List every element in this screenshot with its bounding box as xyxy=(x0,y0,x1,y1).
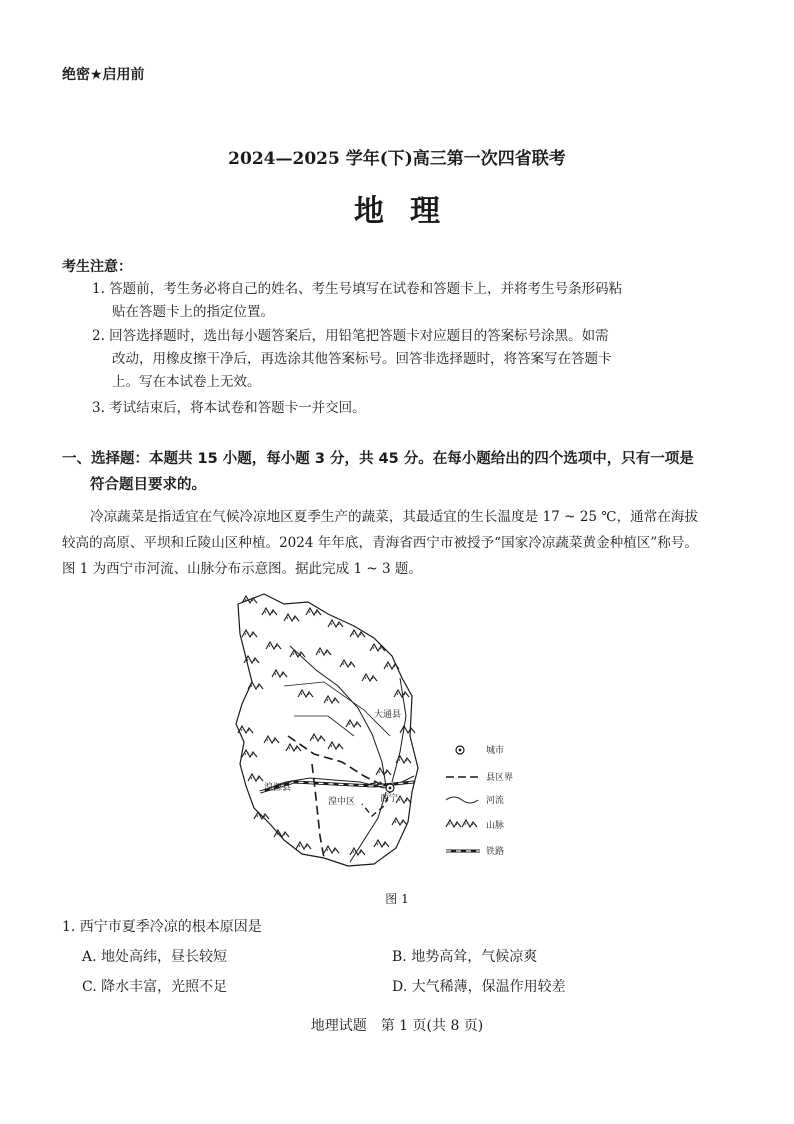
map-legend xyxy=(446,744,513,857)
notice-heading: 考生注意： xyxy=(62,259,132,275)
legend-river: 河流 xyxy=(486,796,505,806)
legend-mountain: 山脉 xyxy=(486,821,505,831)
notice-item-1-line-2: 贴在答题卡上的指定位置。 xyxy=(112,304,274,320)
notice-item-2-line-1: 2. 回答选择题时，选出每小题答案后，用铅笔把答题卡对应题目的答案标号涂黑。如需 xyxy=(92,328,609,344)
inner-ridge-line xyxy=(284,682,390,736)
confidential-mark: 绝密★启用前 xyxy=(62,67,145,83)
figure-caption: 图 1 xyxy=(385,892,409,906)
passage: 冷凉蔬菜是指适宜在气候冷凉地区夏季生产的蔬菜，其最适宜的生长温度是 17 ~ 25 ℃，通常在海拔较高的高原、平坝和丘陵山区种植。2024 年年底，青海省西宁市被授予“国家冷凉蔬菜黄金种植区”称号。图 1 为西宁市河流、山脉分布示意图。据此完成 1 ~ 3 题。 xyxy=(62,509,698,577)
notice-item-2 xyxy=(92,325,692,394)
notice-item-1 xyxy=(92,278,692,324)
question-1-option-d: D. 大气稀薄，保温作用较差 xyxy=(392,979,566,995)
notice-item-2-line-3: 上。写在本试卷上无效。 xyxy=(112,374,261,390)
label-datong: 大通县 xyxy=(374,710,402,720)
subject-title: 地理 xyxy=(354,194,466,229)
notice-item-1-line-1: 1. 答题前，考生务必将自己的姓名、考生号填写在试卷和答题卡上，并将考生号条形码粘 xyxy=(92,281,623,297)
section-heading-line-2: 符合题目要求的。 xyxy=(90,477,206,493)
label-huangzhong: 湟中区 xyxy=(328,797,356,807)
legend-county-border: 县区界 xyxy=(486,773,514,783)
figure-1-map xyxy=(224,586,520,882)
page-footer: 地理试题 第 1 页(共 8 页) xyxy=(310,1018,484,1034)
section-heading xyxy=(62,446,702,498)
exam-title: 2024—2025 学年(下)高三第一次四省联考 xyxy=(228,149,566,169)
label-xining: 西宁 xyxy=(380,794,399,804)
question-1-stem: 1. 西宁市夏季冷凉的根本原因是 xyxy=(62,919,262,935)
county-border-datong xyxy=(288,736,384,786)
question-1-option-a: A. 地处高纬，昼长较短 xyxy=(82,949,228,965)
legend-railway: 铁路 xyxy=(486,847,505,857)
legend-city: 城市 xyxy=(486,746,505,756)
notice-item-3: 3. 考试结束后，将本试卷和答题卡一并交回。 xyxy=(92,400,366,416)
notice-item-2-line-2: 改动，用橡皮擦干净后，再选涂其他答案标号。回答非选择题时，将答案写在答题卡 xyxy=(112,351,612,367)
legend-mountain-icon xyxy=(446,820,477,827)
xining-map-svg xyxy=(224,586,520,878)
label-huangyuan: 湟源县 xyxy=(264,783,292,793)
mountain-symbols xyxy=(238,596,415,855)
question-1-option-b: B. 地势高耸，气候凉爽 xyxy=(392,949,538,965)
city-boundary xyxy=(236,594,418,866)
section-heading-line-1: 一、选择题：本题共 15 小题，每小题 3 分，共 45 分。在每小题给出的四个选项中，只有一项是 xyxy=(62,451,694,467)
legend-river-icon xyxy=(446,797,478,803)
question-1-option-c: C. 降水丰富，光照不足 xyxy=(82,979,228,995)
